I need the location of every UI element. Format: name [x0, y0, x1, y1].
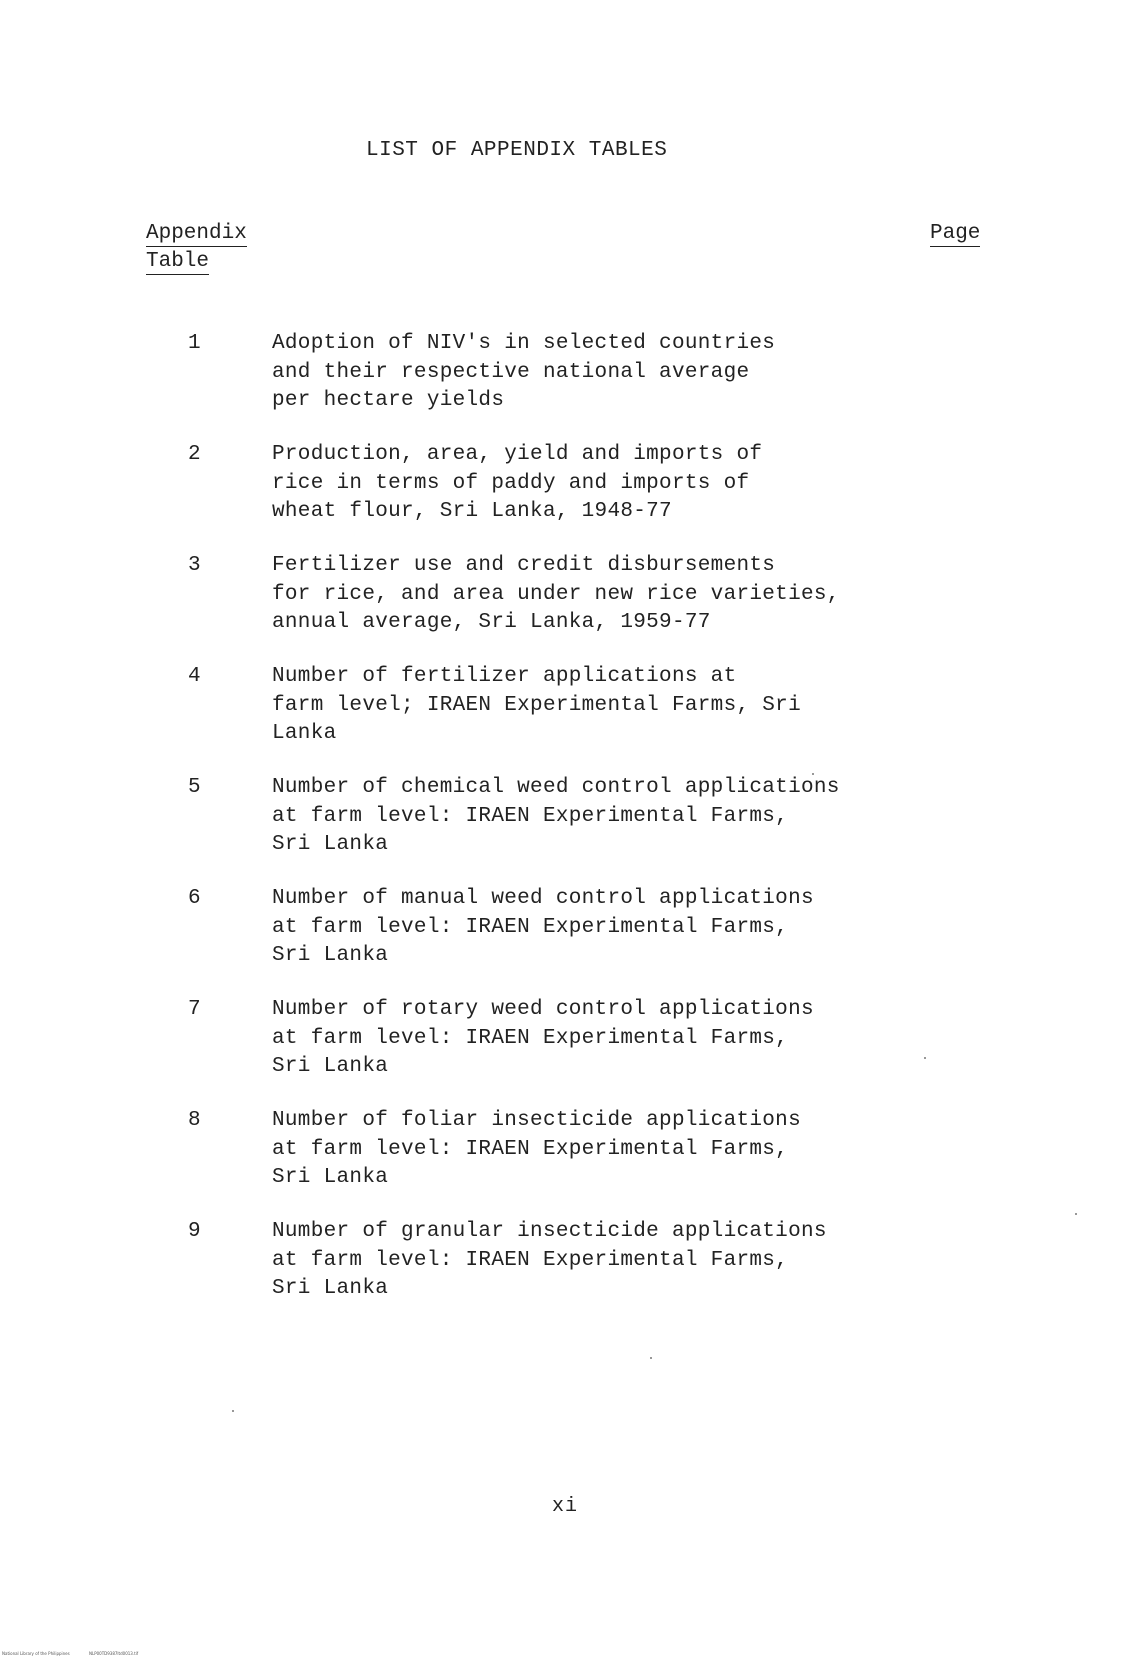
- entry-number: 9: [188, 1220, 201, 1243]
- entry-number: 6: [188, 887, 201, 910]
- list-item: [180, 1107, 940, 1218]
- list-item: [180, 663, 940, 774]
- appendix-header-line2: Table: [146, 250, 210, 273]
- scan-speck: [924, 1057, 926, 1059]
- footer-file: NLP00TD9387ltd0013.tif: [89, 1651, 139, 1656]
- page-number: xi: [552, 1495, 579, 1518]
- entry-text: Number of granular insecticide applications at farm level: IRAEN Experimental Farms, Sri Lanka: [272, 1220, 827, 1300]
- appendix-header-line1: Appendix: [146, 222, 247, 245]
- entry-text: Number of fertilizer applications at farm level; IRAEN Experimental Farms, Sri Lanka: [272, 665, 801, 745]
- entry-number: 7: [188, 998, 201, 1021]
- list-item: [180, 552, 940, 663]
- entry-number: 5: [188, 776, 201, 799]
- entry-text: Number of manual weed control applications at farm level: IRAEN Experimental Farms, Sri Lanka: [272, 887, 814, 967]
- list-item: [180, 441, 940, 552]
- scan-speck: [650, 1357, 652, 1359]
- scan-speck: [812, 773, 814, 775]
- entry-text: Number of foliar insecticide applications at farm level: IRAEN Experimental Farms, Sri Lanka: [272, 1109, 801, 1189]
- page-header-label: Page: [930, 222, 981, 245]
- entry-number: 1: [188, 332, 201, 355]
- scan-speck: [1075, 1213, 1077, 1215]
- appendix-table-column-header: [146, 220, 247, 276]
- entry-number: 2: [188, 443, 201, 466]
- entry-text: Number of rotary weed control applications at farm level: IRAEN Experimental Farms, Sri Lanka: [272, 998, 814, 1078]
- page-column-header: [930, 220, 980, 248]
- list-item: [180, 774, 940, 885]
- list-item: [180, 996, 940, 1107]
- entry-text: Adoption of NIV's in selected countries and their respective national average per hectare yields: [272, 332, 776, 412]
- list-item: [180, 885, 940, 996]
- scan-footer: [2, 1651, 156, 1656]
- list-item: [180, 330, 940, 441]
- appendix-table-list: [180, 330, 940, 1329]
- page-title: LIST OF APPENDIX TABLES: [366, 139, 668, 162]
- list-item: [180, 1218, 940, 1329]
- entry-text: Number of chemical weed control applications at farm level: IRAEN Experimental Farms, Sri Lanka: [272, 776, 840, 856]
- entry-text: Fertilizer use and credit disbursements for rice, and area under new rice varieties, annual average, Sri Lanka, 1959-77: [272, 554, 840, 634]
- scan-speck: [232, 1410, 234, 1412]
- entry-number: 8: [188, 1109, 201, 1132]
- entry-text: Production, area, yield and imports of rice in terms of paddy and imports of wheat flour, Sri Lanka, 1948-77: [272, 443, 763, 523]
- footer-library: National Library of the Philippines: [2, 1651, 70, 1656]
- entry-number: 4: [188, 665, 201, 688]
- entry-number: 3: [188, 554, 201, 577]
